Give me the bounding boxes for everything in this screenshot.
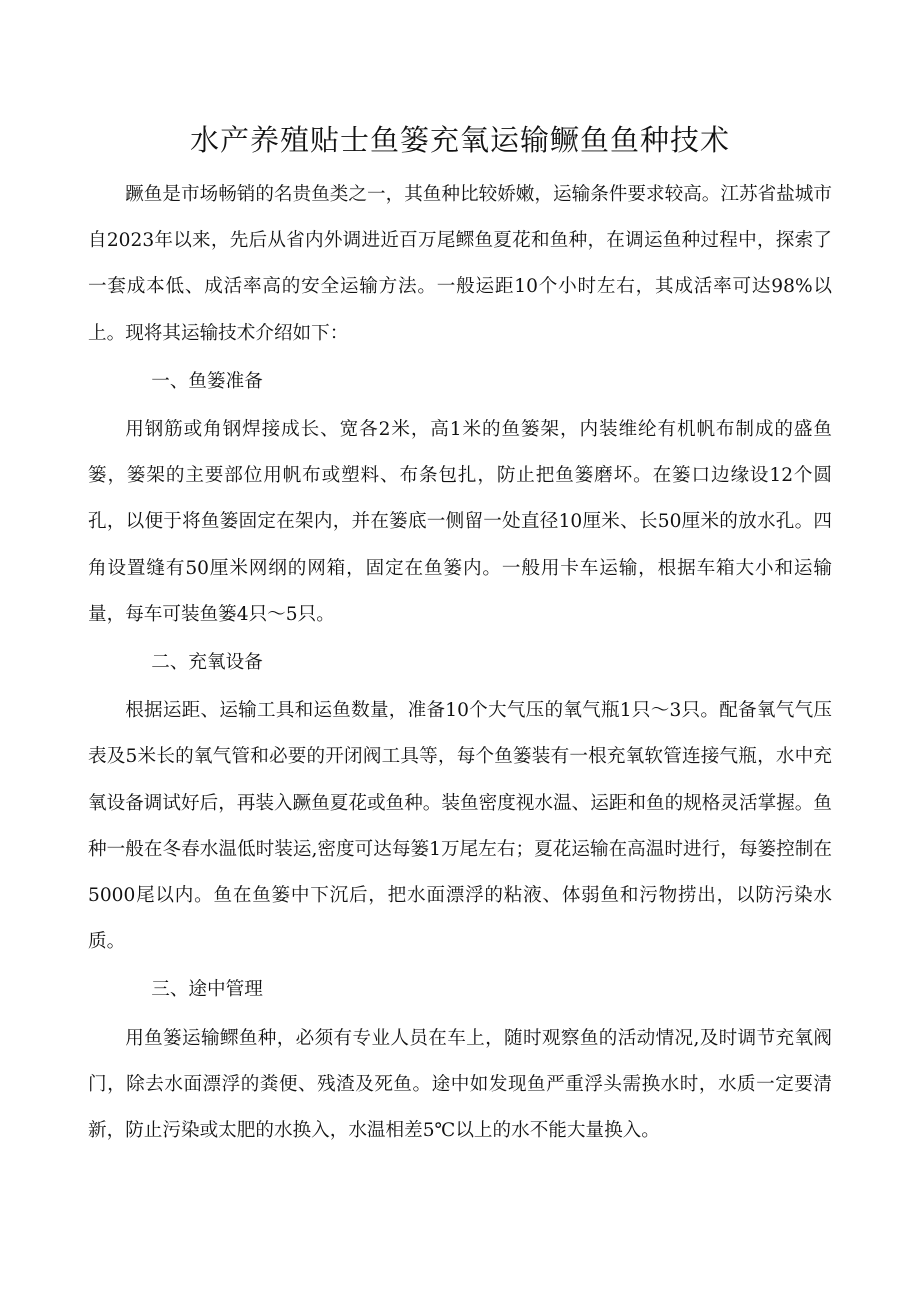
section-heading-transit-management: 三、途中管理 xyxy=(151,979,263,1001)
section-heading-oxygen-equipment: 二、充氧设备 xyxy=(151,652,263,674)
section-body-fish-basket: 用钢筋或角钢焊接成长、宽各2米，高1米的鱼篓架，内装维纶有机帆布制成的盛鱼篓，篓架的主要部位用帆布或塑料、布条包扎，防止把鱼篓磨坏。在篓口边缘设12个圆孔，以便于将鱼篓固定在架内，并在篓底一侧留一处直径10厘米、长50厘米的放水孔。四角设置缝有50厘米网纲的网箱，固定在鱼篓内。一般用卡车运输，根据车箱大小和运输量，每车可装鱼篓4只～5只。 xyxy=(88,419,832,625)
intro-paragraph: 蹶鱼是市场畅销的名贵鱼类之一，其鱼种比较娇嫩，运输条件要求较高。江苏省盐城市自2023年以来，先后从省内外调进近百万尾鳏鱼夏花和鱼种，在调运鱼种过程中，探索了一套成本低、成活率高的安全运输方法。一般运距10个小时左右，其成活率可达98%以上。现将其运输技术介绍如下： xyxy=(88,184,832,344)
section-heading-fish-basket: 一、鱼篓准备 xyxy=(151,370,263,392)
section-body-transit-management: 用鱼篓运输鳏鱼种，必须有专业人员在车上，随时观察鱼的活动情况,及时调节充氧阀门，除去水面漂浮的粪便、残渣及死鱼。途中如发现鱼严重浮头需换水时，水质一定要清新，防止污染或太肥的水换入，水温相差5℃以上的水不能大量换入。 xyxy=(88,1027,832,1142)
document-title: 水产养殖贴士鱼篓充氧运输鳜鱼鱼种技术 xyxy=(189,123,730,157)
section-body-oxygen-equipment: 根据运距、运输工具和运鱼数量，准备10个大气压的氧气瓶1只～3只。配备氧气气压表及5米长的氧气管和必要的开闭阀工具等，每个鱼篓装有一根充氧软管连接气瓶，水中充氧设备调试好后，再装入蹶鱼夏花或鱼种。装鱼密度视水温、运距和鱼的规格灵活掌握。鱼种一般在冬春水温低时装运,密度可达每篓1万尾左右；夏花运输在高温时进行，每篓控制在5000尾以内。鱼在鱼篓中下沉后，把水面漂浮的粘液、体弱鱼和污物捞出，以防污染水质。 xyxy=(88,700,832,953)
